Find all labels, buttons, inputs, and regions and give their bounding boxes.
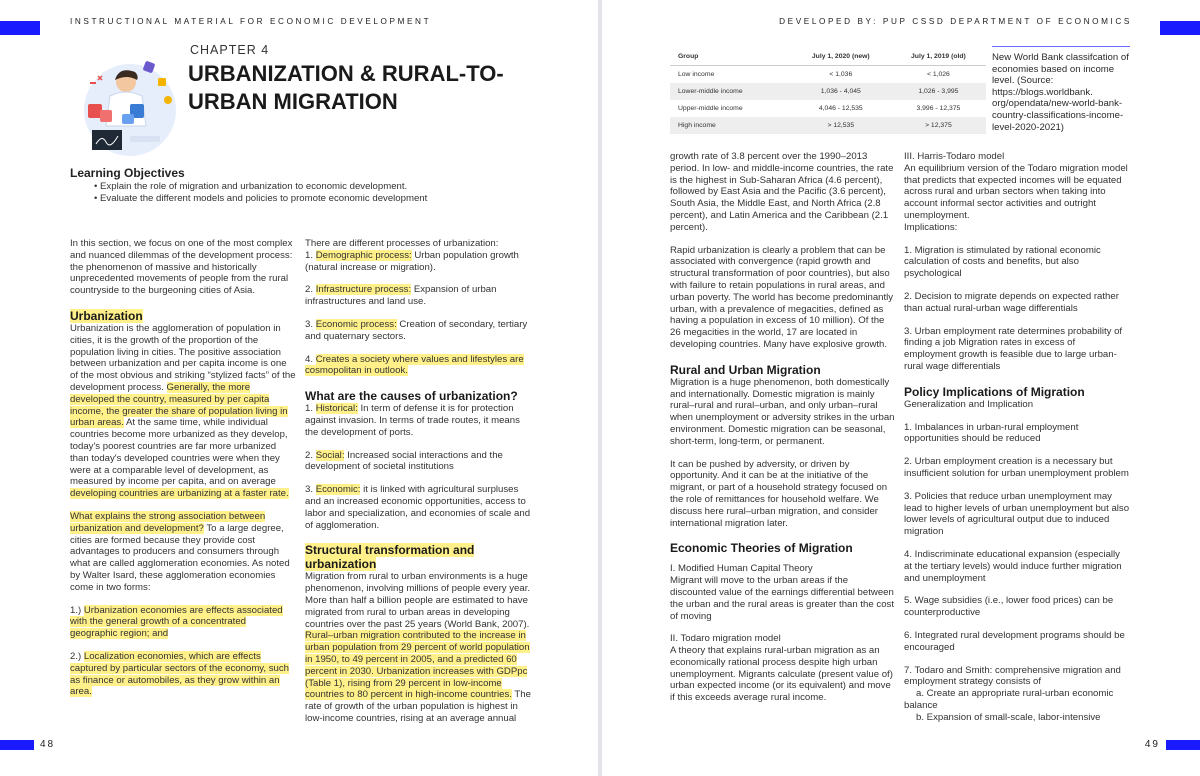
urbanization-heading: Urbanization <box>70 308 143 323</box>
income-classification-table <box>670 48 986 134</box>
header-accent-bar <box>0 21 40 35</box>
urbanization-economies-item: 1.) Urbanization economies are effects associated with the general growth of a concentrated geographic region; and <box>70 604 283 640</box>
policy-item: 4. Indiscriminate educational expansion (especially at the tertiary levels) would induce further migration and unemployment <box>904 548 1122 584</box>
causes-heading: What are the causes of urbanization? <box>305 389 518 404</box>
student-illustration-icon <box>70 52 182 156</box>
left-column-2 <box>305 238 533 736</box>
implication-item: 1. Migration is stimulated by rational economic calculation of costs and benefits, but also psychological <box>904 244 1101 280</box>
table-row <box>670 66 986 84</box>
theory-item: II. Todaro migration model A theory that explains rural-urban migration as an economically rational process despite high urban unemployment. Migrants calculate (present value of) urban expected income (or its equivalent) and move if this exceeds average rural income. <box>670 633 893 704</box>
theory-item: I. Modified Human Capital Theory Migrant will move to the urban areas if the discounted value of the earnings differential between the urban and the rural areas is greater than the cost of moving <box>670 563 894 622</box>
cause-item: 2. Social: Increased social interactions and the development of societal institutions <box>305 449 503 473</box>
policy-implications-heading: Policy Implications of Migration <box>904 384 1085 399</box>
harris-todaro-item: III. Harris-Todaro model An equilibrium version of the Todaro migration model that predicts that expected incomes will be equated across rural and urban sectors when taking into account informal sector activities and outright unemployment. Implications: <box>904 151 1128 233</box>
table-note: New World Bank classifcation of economies based on income level. (Source: https://blogs.worldbank. org/opendata/new-world-bank-country-classifications-income-level-2020-2021) <box>992 52 1129 133</box>
policy-item: 7. Todaro and Smith: comprehensive migration and employment strategy consists of a. Create an appropriate rural-urban economic balance b. Expansion of small-scale, labor-intensive <box>904 664 1121 723</box>
process-item: 2. Infrastructure process: Expansion of urban infrastructures and land use. <box>305 284 497 308</box>
implication-item: 2. Decision to migrate depends on expected rather than actual rural-urban wage differentials <box>904 290 1119 314</box>
right-column-2 <box>904 151 1130 734</box>
learning-objectives-heading: Learning Objectives <box>70 166 185 180</box>
policy-item: 6. Integrated rural development programs should be encouraged <box>904 629 1125 653</box>
chapter-title-line2: URBAN MIGRATION <box>188 89 398 114</box>
policy-item: 5. Wage subsidies (i.e., lower food prices) can be counterproductive <box>904 595 1114 619</box>
cause-item: 1. Historical: In term of defense it is for protection against invasion. In terms of trade routes, it means the development of ports. <box>305 403 520 438</box>
right-column-1 <box>670 151 896 715</box>
header-accent-bar <box>1160 21 1200 35</box>
table-note-rule <box>992 46 1130 47</box>
table-cell: > 12,375 <box>891 117 986 134</box>
learning-objective-item: • Evaluate the different models and policies to promote economic development <box>94 193 564 205</box>
table-header-cell: July 1, 2019 (old) <box>891 48 986 66</box>
intro-paragraph: In this section, we focus on one of the most complex and nuanced dilemmas of the development process: the phenomenon of massive and historically unprecedented movements of people from the rural countryside to the burgeoning cities of Asia. <box>70 238 293 297</box>
table-header-row <box>670 48 986 66</box>
implication-item: 3. Urban employment rate determines probability of finding a job Migration rates in excess of employment growth is feasible due to large urban-rural wage differentials <box>904 325 1123 372</box>
structural-paragraph: Migration from rural to urban environments is a huge phenomenon, involving millions of people every year. More than half a billion people are estimated to have migrated from rural to urban areas in developing countries over the past 25 years (World Bank, 2007). Rural–urban migration contributed to the increase in urban population from 29 percent of world population in 1950, to 49 percent in 2005, and a predicted 60 percent in 2030. Urbanization increases with GDPpc (Table 1), rising from 29 percent in low-income countries to 80 percent in high-income countries. The rate of growth of the urban population is highest in low-income countries, rising at an average annual <box>305 571 531 724</box>
left-running-header: INSTRUCTIONAL MATERIAL FOR ECONOMIC DEVELOPMENT <box>70 17 432 26</box>
chapter-title-line1: URBANIZATION & RURAL-TO- <box>188 61 504 86</box>
table-cell: High income <box>670 117 791 134</box>
policy-subheading: Generalization and Implication <box>904 398 1034 410</box>
processes-list: There are different processes of urbanization: 1. Demographic process: Urban population growth (natural increase or migration). <box>305 238 519 273</box>
rural-urban-migration-heading: Rural and Urban Migration <box>670 362 821 377</box>
table-cell: < 1,026 <box>926 71 950 78</box>
migration-paragraph: Migration is a huge phenomenon, both domestically and internationally. Domestic migration is mainly rural–rural and rural–urban, and only urban–rural when unemployment or adversity strikes in the urban environment. Domestic migration can be seasonal, short-term, long-term, or permanent. <box>670 376 895 447</box>
learning-objective-item: • Explain the role of migration and urbanization to economic development. <box>94 181 564 193</box>
learning-objectives-list <box>94 181 564 205</box>
process-item: 3. Economic process: Creation of secondary, tertiary and quaternary sectors. <box>305 318 528 342</box>
table-cell: Low income <box>678 71 715 78</box>
association-paragraph: What explains the strong association between urbanization and development? To a large degree, cities are formed because they provide cost advantages to producers and consumers through what are called agglomeration economies. As noted by Walter Isard, these agglomeration economies come in two forms: <box>70 510 290 593</box>
chapter-title <box>188 60 568 116</box>
table-row <box>670 83 986 100</box>
table-cell: 3,996 - 12,375 <box>916 105 961 112</box>
table-row <box>670 117 986 134</box>
migration-paragraph: It can be pushed by adversity, or driven by opportunity. And it can be at the initiative of the migrant, or part of a household strategy focused on the role of remittances for household welfare. We discuss here rural–urban migration, and consider international migration later. <box>670 458 888 529</box>
structural-heading: Structural transformation and urbanization <box>305 543 475 572</box>
table-cell: 1,026 - 3,995 <box>891 83 986 100</box>
right-page-number: 49 <box>1144 739 1160 750</box>
localization-economies-item: 2.) Localization economies, which are effects captured by particular sectors of the economy, such as finance or automobiles, as they grow within an area. <box>70 650 289 698</box>
table-row <box>670 100 986 117</box>
table-cell: Lower-middle income <box>670 83 791 100</box>
table-cell: 4,046 - 12,535 <box>818 105 863 112</box>
table-cell: Upper-middle income <box>678 105 743 112</box>
left-page <box>0 0 598 776</box>
table-cell: 1,036 - 4,045 <box>791 83 891 100</box>
policy-item: 1. Imbalances in urban-rural employment opportunities should be reduced <box>904 421 1079 445</box>
growth-rate-paragraph: growth rate of 3.8 percent over the 1990–2013 period. In low- and middle-income countries, the rate is the highest in Sub-Saharan Africa (4.6 percent), followed by East Asia and the Pacific (3.6 percent), South Asia, the Middle East, and North Africa (2.8 percent), and Latin America and the Caribbean (2.1 percent). <box>670 151 894 233</box>
cause-item: 3. Economic: it is linked with agricultural surpluses and an increased economic opportunities, access to labor and specialization, and economies of scale and of agglomeration. <box>305 484 531 531</box>
rapid-urbanization-paragraph: Rapid urbanization is clearly a problem that can be associated with convergence (rapid growth and structural transformation of poor countries), but also with failure to retain populations in rural areas, and urban poverty. The world has become predominantly urban, with a prevalence of megacities, defined as having a population in excess of 10 million). Of the 26 megacities in the world, 17 are located in developing countries. Many have explosive growth. <box>670 244 894 350</box>
table-header-cell: July 1, 2020 (new) <box>791 48 891 66</box>
right-running-header: DEVELOPED BY: PUP CSSD DEPARTMENT OF ECONOMICS <box>779 17 1132 26</box>
process-item: 4. Creates a society where values and lifestyles are cosmopolitan in outlook. <box>305 353 524 377</box>
urbanization-paragraph: Urbanization is the agglomeration of population in cities, it is the growth of the proportion of the population living in cities. The positive association between urbanization and per capita income is one of the most obvious and striking “stylized facts” of the development process. Generally, the more developed the country, measured by per capita income, the greater the share of population living in urban areas. At the same time, while individual countries become more urbanized as they develop, today's poorest countries are far more urbanized than today's developed countries were when they were at a comparable level of development, as measured by income per capita, and on average developing countries are urbanizing at a faster rate. <box>70 322 296 500</box>
left-column-1 <box>70 238 296 709</box>
policy-item: 3. Policies that reduce urban unemployment may lead to higher levels of urban unemployment but also lower levels of agricultural output due to induced migration <box>904 490 1130 538</box>
chapter-label: CHAPTER 4 <box>190 43 270 57</box>
table-header-cell: Group <box>670 48 791 66</box>
policy-item: 2. Urban employment creation is a necessary but insufficient solution for urban unemployment problem <box>904 456 1129 479</box>
economic-theories-heading: Economic Theories of Migration <box>670 541 853 556</box>
left-page-number: 48 <box>40 739 56 750</box>
table-cell: > 12,535 <box>791 117 891 134</box>
table-cell: < 1,036 <box>829 71 853 78</box>
